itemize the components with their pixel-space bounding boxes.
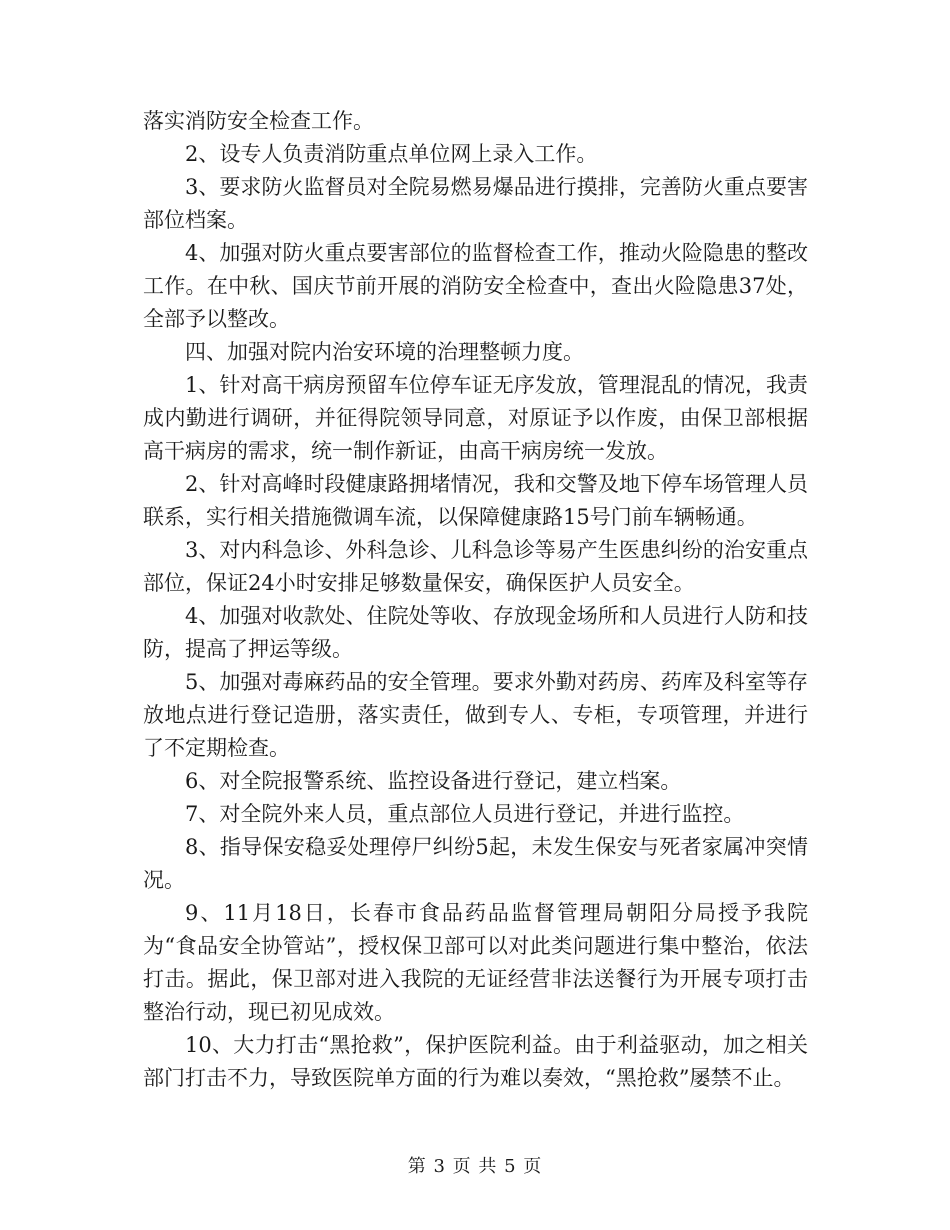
- page-number-footer: 第 3 页 共 5 页: [407, 1156, 543, 1177]
- paragraph-item-10: 10、大力打击“黑抢救”，保护医院利益。由于利益驱动，加之相关部门打击不力，导致医院单方面的行为难以奏效，“黑抢救”屡禁不止。: [143, 1033, 808, 1090]
- paragraph-continuation: 落实消防安全检查工作。: [143, 109, 374, 133]
- paragraph-item-7: 7、对全院外来人员，重点部位人员进行登记，并进行监控。: [185, 802, 745, 826]
- paragraph-item-3b: 3、对内科急诊、外科急诊、儿科急诊等易产生医患纠纷的治安重点部位，保证24小时安排足够数量保安，确保医护人员安全。: [143, 538, 808, 595]
- section-heading-4: 四、加强对院内治安环境的治理整顿力度。: [185, 340, 584, 364]
- paragraph-item-5: 5、加强对毒麻药品的安全管理。要求外勤对药房、药库及科室等存放地点进行登记造册，落实责任，做到专人、专柜，专项管理，并进行了不定期检查。: [143, 670, 808, 760]
- paragraph-item-4b: 4、加强对收款处、住院处等收、存放现金场所和人员进行人防和技防，提高了押运等级。: [143, 604, 808, 661]
- paragraph-item-2b: 2、针对高峰时段健康路拥堵情况，我和交警及地下停车场管理人员联系，实行相关措施微调车流，以保障健康路15号门前车辆畅通。: [143, 472, 808, 529]
- paragraph-item-3: 3、要求防火监督员对全院易燃易爆品进行摸排，完善防火重点要害部位档案。: [143, 175, 808, 232]
- paragraph-item-4: 4、加强对防火重点要害部位的监督检查工作，推动火险隐患的整改工作。在中秋、国庆节前开展的消防安全检查中，查出火险隐患37处，全部予以整改。: [143, 241, 808, 331]
- document-body: [143, 105, 808, 1095]
- paragraph-item-8: 8、指导保安稳妥处理停尸纠纷5起，未发生保安与死者家属冲突情况。: [143, 835, 808, 892]
- paragraph-item-9: 9、11月18日，长春市食品药品监督管理局朝阳分局授予我院为“食品安全协管站”，授权保卫部可以对此类问题进行集中整治，依法打击。据此，保卫部对进入我院的无证经营非法送餐行为开展专项打击整治行动，现已初见成效。: [143, 901, 808, 1024]
- paragraph-item-1: 1、针对高干病房预留车位停车证无序发放，管理混乱的情况，我责成内勤进行调研，并征得院领导同意，对原证予以作废，由保卫部根据高干病房的需求，统一制作新证，由高干病房统一发放。: [143, 373, 808, 463]
- paragraph-item-2: 2、设专人负责消防重点单位网上录入工作。: [185, 142, 598, 166]
- paragraph-item-6: 6、对全院报警系统、监控设备进行登记，建立档案。: [185, 769, 682, 793]
